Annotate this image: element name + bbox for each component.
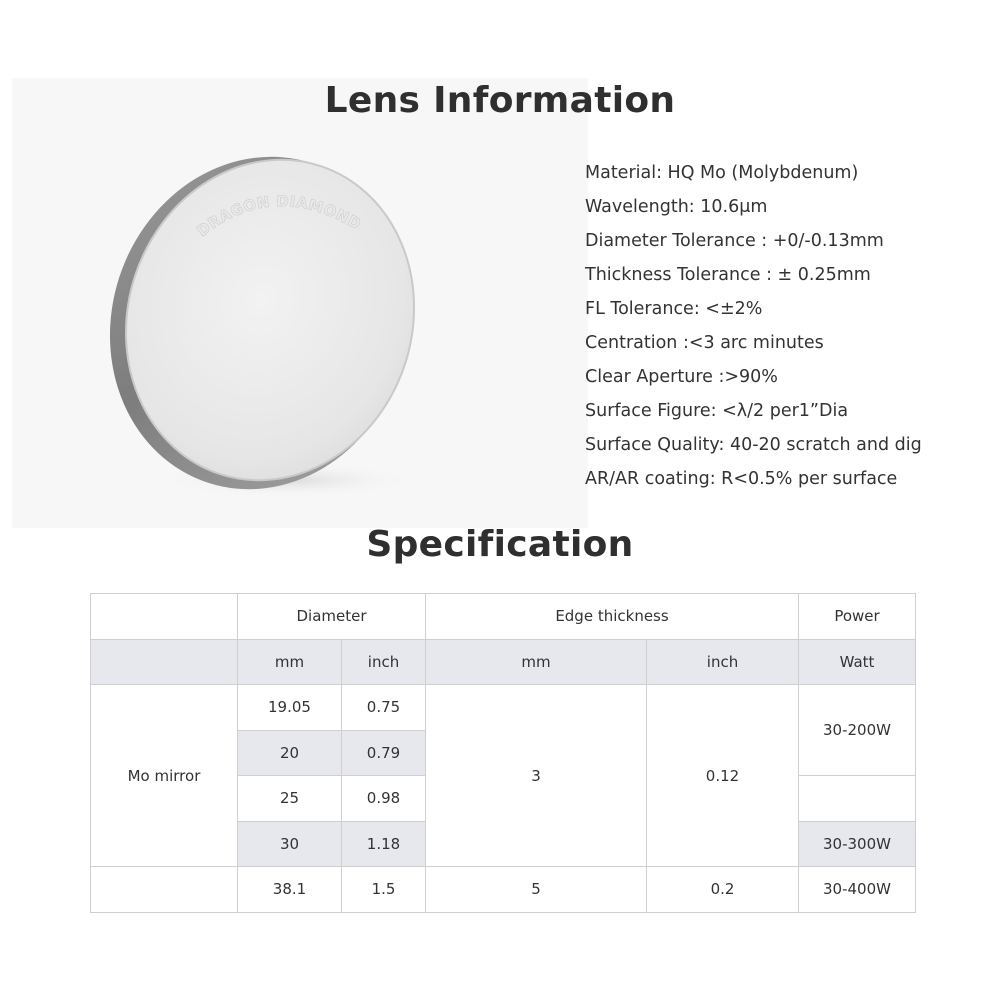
table-row <box>91 685 916 731</box>
header-power: Power <box>799 594 916 640</box>
units-empty-cell <box>91 639 238 685</box>
power-cell: 30-400W <box>799 867 916 913</box>
info-fl-tolerance: FL Tolerance: <±2% <box>585 299 763 319</box>
edge-mm-cell: 3 <box>426 685 647 867</box>
unit-edge-mm: mm <box>426 639 647 685</box>
info-surface-quality: Surface Quality: 40-20 scratch and dig <box>585 435 922 455</box>
info-material: Material: HQ Mo (Molybdenum) <box>585 163 859 183</box>
power-cell: 30-200W <box>799 685 916 776</box>
mo-mirror-lens-image <box>98 150 428 510</box>
diameter-inch-cell: 1.5 <box>342 867 426 913</box>
table-units-row <box>91 639 916 685</box>
header-empty-cell <box>91 594 238 640</box>
header-diameter: Diameter <box>238 594 426 640</box>
lens-info-list <box>585 156 995 496</box>
diameter-mm-cell: 19.05 <box>238 685 342 731</box>
diameter-mm-cell: 25 <box>238 776 342 822</box>
lens-illustration <box>98 150 428 510</box>
diameter-inch-cell: 0.79 <box>342 730 426 776</box>
lens-information-title: Lens Information <box>324 80 676 121</box>
diameter-mm-cell: 20 <box>238 730 342 776</box>
power-cell: 30-300W <box>799 821 916 867</box>
row-empty-label-cell <box>91 867 238 913</box>
info-surface-figure: Surface Figure: <λ/2 per1”Dia <box>585 401 849 421</box>
info-thickness-tolerance: Thickness Tolerance : ± 0.25mm <box>585 265 871 285</box>
unit-edge-inch: inch <box>647 639 799 685</box>
diameter-mm-cell: 30 <box>238 821 342 867</box>
table-header-row <box>91 594 916 640</box>
header-edge-thickness: Edge thickness <box>426 594 799 640</box>
edge-mm-cell: 5 <box>426 867 647 913</box>
unit-power-watt: Watt <box>799 639 916 685</box>
edge-inch-cell: 0.12 <box>647 685 799 867</box>
table-row <box>91 867 916 913</box>
diameter-inch-cell: 0.75 <box>342 685 426 731</box>
mo-mirror-label: Mo mirror <box>91 685 238 867</box>
specification-table <box>90 593 916 913</box>
diameter-inch-cell: 0.98 <box>342 776 426 822</box>
diameter-inch-cell: 1.18 <box>342 821 426 867</box>
info-centration: Centration :<3 arc minutes <box>585 333 824 353</box>
lens-engraving-text: DRAGON DIAMOND <box>193 192 365 241</box>
unit-diameter-mm: mm <box>238 639 342 685</box>
unit-diameter-inch: inch <box>342 639 426 685</box>
specification-title: Specification <box>366 524 634 565</box>
edge-inch-cell: 0.2 <box>647 867 799 913</box>
info-coating: AR/AR coating: R<0.5% per surface <box>585 469 898 489</box>
info-wavelength: Wavelength: 10.6μm <box>585 197 768 217</box>
power-empty-cell <box>799 776 916 822</box>
info-diameter-tolerance: Diameter Tolerance : +0/-0.13mm <box>585 231 884 251</box>
info-clear-aperture: Clear Aperture :>90% <box>585 367 778 387</box>
diameter-mm-cell: 38.1 <box>238 867 342 913</box>
